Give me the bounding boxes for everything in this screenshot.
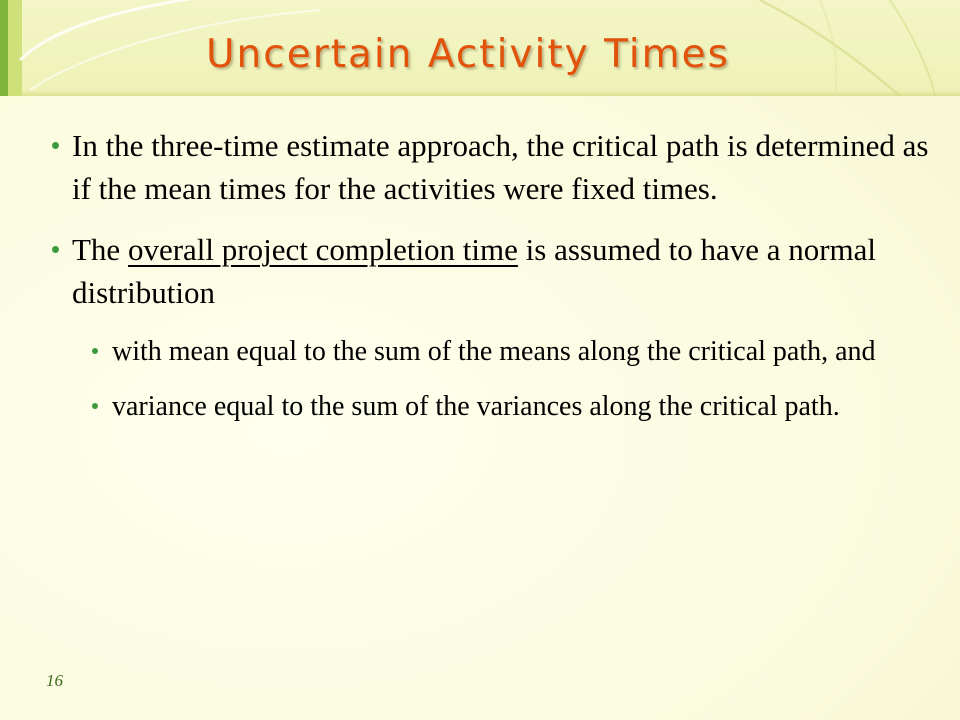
slide-content — [44, 124, 944, 442]
bullet-2-text-post: is assumed to have a normal distribution — [72, 232, 877, 310]
page-number: 16 — [46, 671, 63, 690]
sub-bullet-2-text: variance equal to the sum of the variances along the critical path. — [112, 391, 840, 422]
bullet-1-text: In the three-time estimate approach, the critical path is determined as if the mean times for the activities were fixed times. — [72, 128, 929, 206]
sub-bullet-1 — [84, 332, 944, 371]
bullet-2-text-pre: The — [72, 232, 128, 267]
bullet-dot — [92, 403, 98, 409]
sub-bullet-2 — [84, 387, 944, 426]
sub-bullet-1-text: with mean equal to the sum of the means along the critical path, and — [112, 336, 876, 367]
slide-title: Uncertain Activity Times — [206, 32, 730, 77]
bullet-dot — [92, 348, 98, 354]
bullet-dot — [52, 142, 59, 149]
bullet-1 — [44, 124, 944, 210]
bullet-dot — [52, 246, 59, 253]
bullet-2 — [44, 228, 944, 314]
bullet-2-underlined-term: overall project completion time — [127, 232, 518, 267]
